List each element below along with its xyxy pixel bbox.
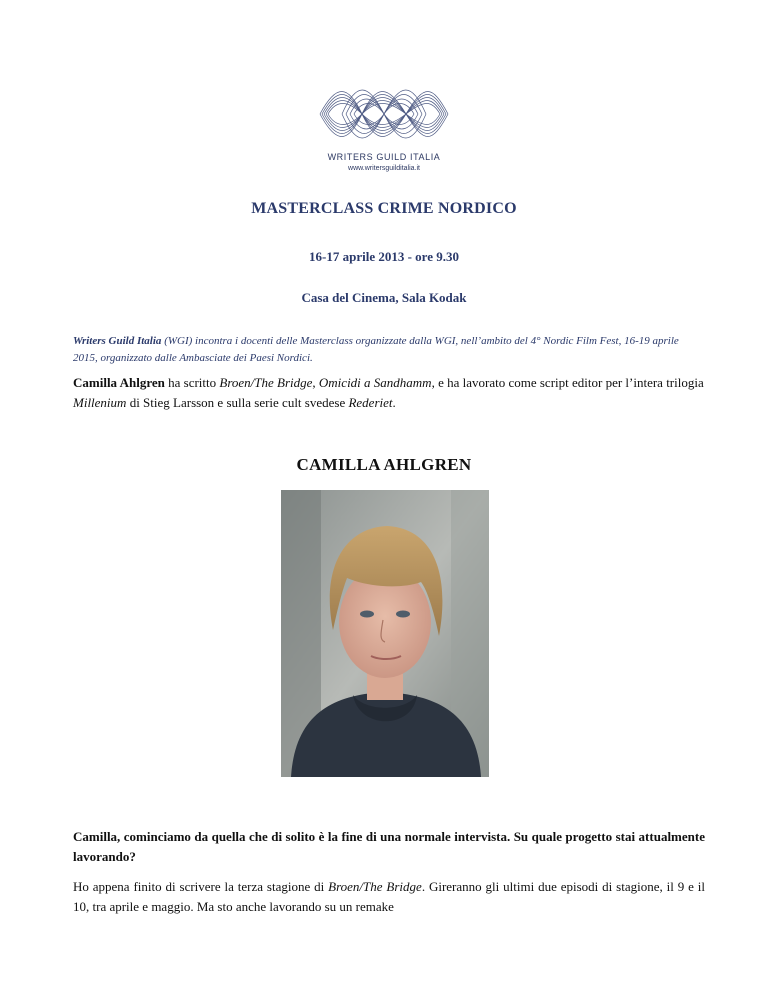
bio-paragraph	[73, 373, 705, 413]
logo	[300, 78, 468, 198]
bio-text: , e ha lavorato come script editor per l’intera trilogia	[431, 375, 704, 390]
logo-name: WRITERS GUILD ITALIA	[327, 152, 441, 162]
page-title: MASTERCLASS CRIME NORDICO	[251, 200, 517, 217]
portrait-photo	[281, 490, 489, 777]
event-venue: Casa del Cinema, Sala Kodak	[301, 290, 467, 305]
bio-work: Omicidi a Sandhamm	[318, 375, 432, 390]
event-date: 16-17 aprile 2013 - ore 9.30	[309, 249, 459, 264]
logo-url[interactable]: www.writersguilditalia.it	[348, 165, 420, 172]
intro-text: (WGI) incontra i docenti delle Masterclass organizzate dalla WGI, nell’ambito del 4° Nordic Film Fest, 16-19 aprile 2015, organizzato dalle Ambasciate dei Paesi Nordici.	[73, 335, 679, 364]
portrait-image	[281, 490, 489, 777]
bio-text: di Stieg Larsson e sulla serie cult svedese	[126, 395, 349, 410]
woven-wave-logo-icon	[318, 78, 450, 150]
interview-question: Camilla, cominciamo da quella che di solito è la fine di una normale intervista. Su quale progetto stai attualmente lavorando?	[73, 829, 705, 864]
bio-name: Camilla Ahlgren	[73, 375, 165, 390]
answer-text: . Gireranno gli ultimi due episodi di stagione, il 9 e il 10, tra aprile e maggio. Ma sto anche lavorando su un remake	[73, 879, 705, 914]
bio-work: Millenium	[73, 395, 127, 410]
answer-work: Broen/The Bridge	[328, 879, 422, 894]
bio-text: ,	[312, 375, 319, 390]
interview-answer	[73, 877, 705, 917]
bio-work: Rederiet	[348, 395, 393, 410]
intro-org: Writers Guild Italia	[73, 335, 162, 347]
answer-text: Ho appena finito di scrivere la terza stagione di	[73, 879, 329, 894]
bio-work: Broen/The Bridge	[219, 375, 313, 390]
bio-text: ha scritto	[164, 375, 220, 390]
intro-paragraph	[73, 333, 703, 367]
profile-heading: CAMILLA AHLGREN	[296, 455, 472, 474]
bio-text: .	[392, 395, 396, 410]
